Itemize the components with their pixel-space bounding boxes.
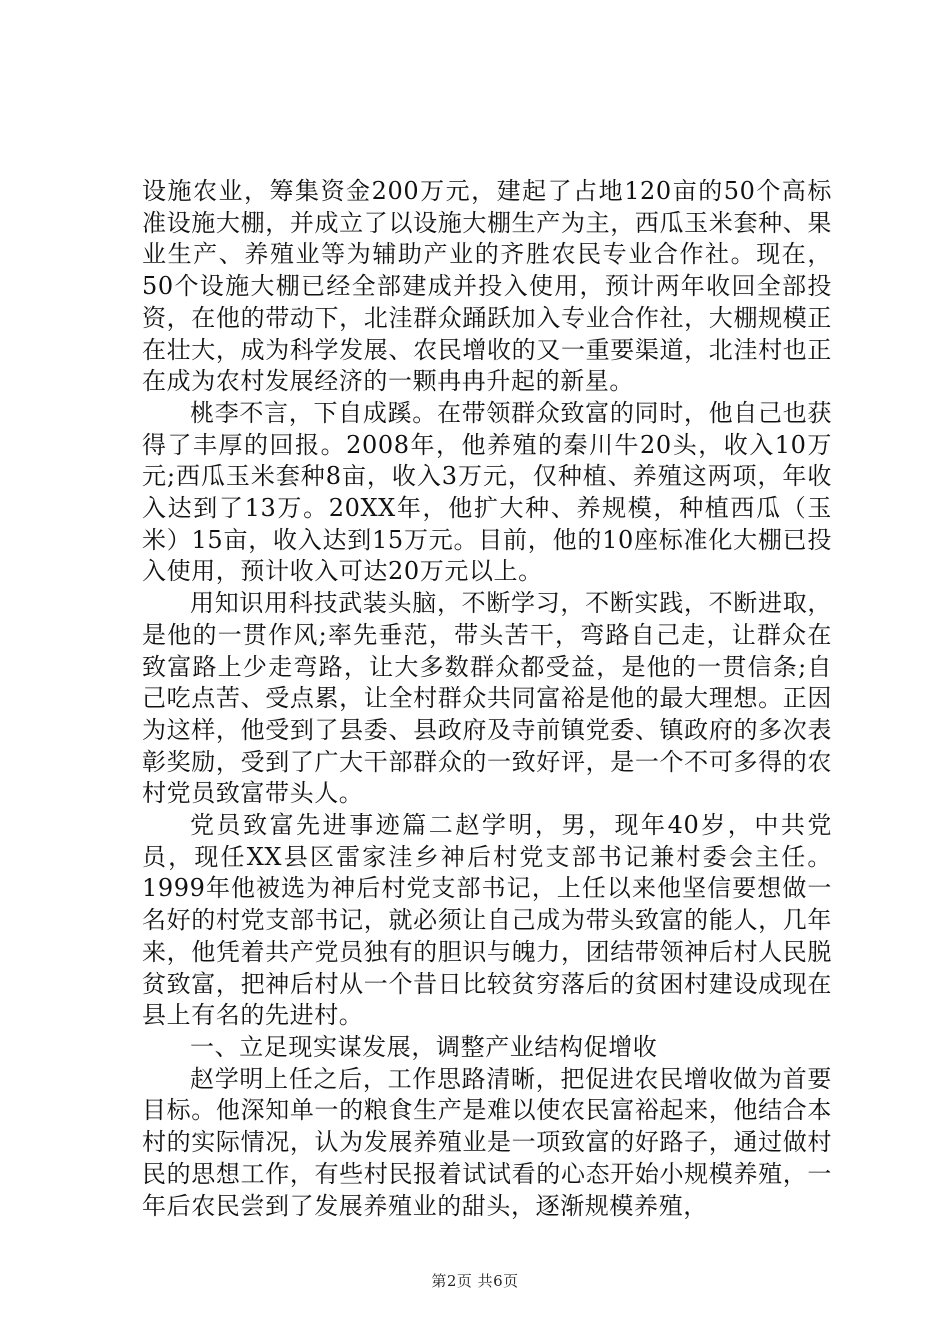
- section-heading: 一、立足现实谋发展，调整产业结构促增收: [190, 1032, 658, 1061]
- paragraph-4: 党员致富先进事迹篇二赵学明，男，现年40岁，中共党员，现任XX县区雷家洼乡神后村党支部书记兼村委会主任。1999年他被选为神后村党支部书记，上任以来他坚信要想做一名好的村党支部书记，就必须让自己成为带头致富的能人，几年来，他凭着共产党员独有的胆识与魄力，团结带领神后村人民脱贫致富，把神后村从一个昔日比较贫穷落后的贫困村建设成现在县上有名的先进村。: [142, 811, 832, 1030]
- paragraph-5: 赵学明上任之后，工作思路清晰，把促进农民增收做为首要目标。他深知单一的粮食生产是难以使农民富裕起来，他结合本村的实际情况，认为发展养殖业是一项致富的好路子，通过做村民的思想工作，有些村民报着试试看的心态开始小规模养殖，一年后农民尝到了发展养殖业的甜头，逐渐规模养殖，: [142, 1064, 832, 1220]
- page-number-footer: 第2页 共6页: [431, 1272, 519, 1290]
- paragraph-2: 桃李不言，下自成蹊。在带领群众致富的同时，他自己也获得了丰厚的回报。2008年，他养殖的秦川牛20头，收入10万元;西瓜玉米套种8亩，收入3万元，仅种植、养殖这两项，年收入达到了13万。20XX年，他扩大种、养规模，种植西瓜（玉米）15亩，收入达到15万元。目前，他的10座标准化大棚已投入使用，预计收入可达20万元以上。: [142, 398, 832, 586]
- document-body: [142, 176, 832, 1222]
- paragraph-3: 用知识用科技武装头脑，不断学习，不断实践，不断进取，是他的一贯作风;率先垂范，带头苦干，弯路自己走，让群众在致富路上少走弯路，让大多数群众都受益，是他的一贯信条;自己吃点苦、受点累，让全村群众共同富裕是他的最大理想。正因为这样，他受到了县委、县政府及寺前镇党委、镇政府的多次表彰奖励，受到了广大干部群众的一致好评，是一个不可多得的农村党员致富带头人。: [142, 589, 832, 808]
- paragraph-1: 设施农业，筹集资金200万元，建起了占地120亩的50个高标准设施大棚，并成立了以设施大棚生产为主，西瓜玉米套种、果业生产、养殖业等为辅助产业的齐胜农民专业合作社。现在，50个设施大棚已经全部建成并投入使用，预计两年收回全部投资，在他的带动下，北洼群众踊跃加入专业合作社，大棚规模正在壮大，成为科学发展、农民增收的又一重要渠道，北洼村也正在成为农村发展经济的一颗冉冉升起的新星。: [142, 177, 832, 396]
